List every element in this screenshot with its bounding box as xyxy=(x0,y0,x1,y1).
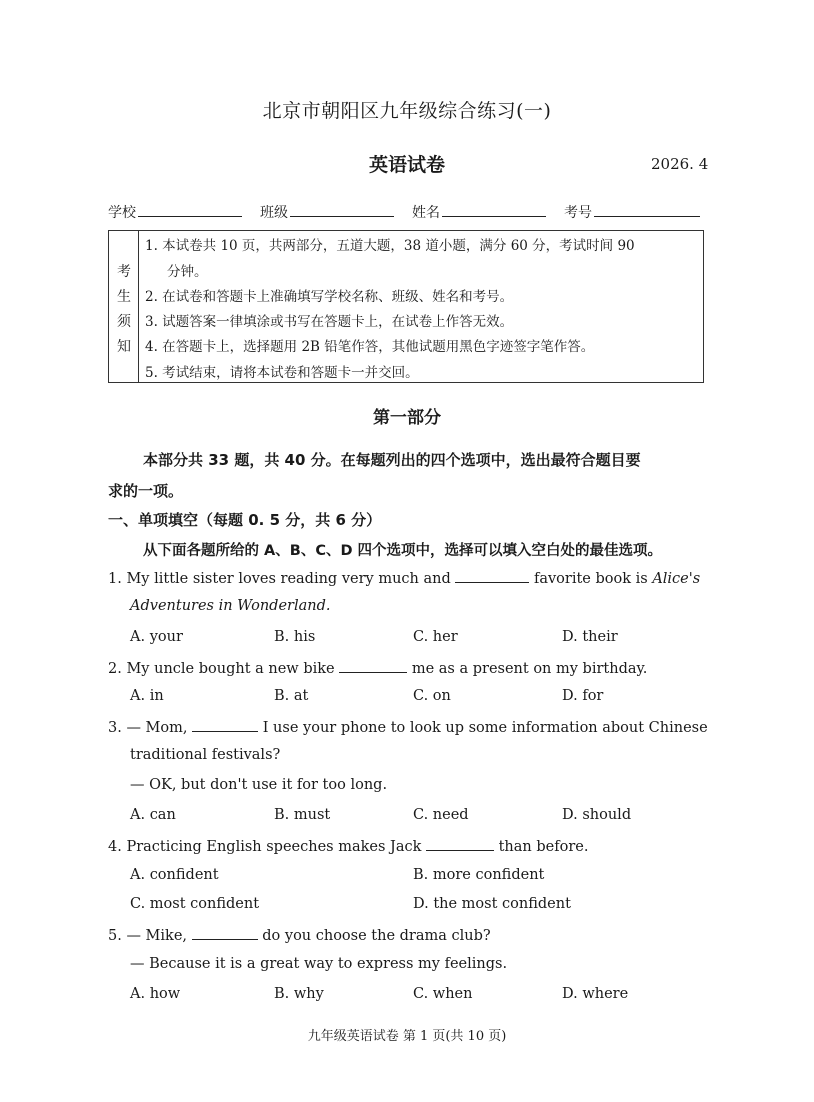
section-instruction: 从下面各题所给的 A、B、C、D 四个选项中，选择可以填入空白处的最佳选项。 xyxy=(143,543,663,559)
school-field[interactable] xyxy=(108,202,242,222)
option-c[interactable]: C. when xyxy=(413,986,473,1002)
notice-label-char: 知 xyxy=(117,339,131,355)
part-intro-cont: 求的一项。 xyxy=(108,482,184,500)
question-number: 3. xyxy=(108,720,122,736)
question-text: than before. xyxy=(498,839,589,855)
question-text: My uncle bought a new bike xyxy=(126,661,335,677)
answer-blank[interactable] xyxy=(192,926,258,940)
option-c[interactable]: C. on xyxy=(413,688,451,704)
question-text: My little sister loves reading very much and xyxy=(126,571,451,587)
notice-item: 2. 在试卷和答题卡上准确填写学校名称、班级、姓名和考号。 xyxy=(145,289,514,305)
option-d[interactable]: D. should xyxy=(562,807,632,823)
option-b[interactable]: B. at xyxy=(274,688,309,704)
school-label: 学校 xyxy=(108,205,136,221)
question-text: — Mike, xyxy=(126,928,188,944)
dialogue-reply: — OK, but don't use it for too long. xyxy=(130,777,388,793)
option-b[interactable]: B. must xyxy=(274,807,331,823)
exam-no-field[interactable] xyxy=(564,202,700,222)
option-a[interactable]: A. confident xyxy=(130,867,219,883)
name-blank[interactable] xyxy=(442,202,546,217)
option-d[interactable]: D. for xyxy=(562,688,604,704)
dialogue-reply: — Because it is a great way to express my feelings. xyxy=(130,956,508,972)
question-number: 1. xyxy=(108,571,122,587)
option-a[interactable]: A. your xyxy=(130,629,183,645)
class-label: 班级 xyxy=(260,205,288,221)
question-number: 5. xyxy=(108,928,122,944)
notice-item: 5. 考试结束，请将本试卷和答题卡一并交回。 xyxy=(145,365,419,381)
name-field[interactable] xyxy=(412,202,546,222)
option-b[interactable]: B. more confident xyxy=(413,867,545,883)
answer-blank[interactable] xyxy=(426,837,494,851)
notice-item: 3. 试题答案一律填涂或书写在答题卡上，在试卷上作答无效。 xyxy=(145,314,514,330)
exam-title: 北京市朝阳区九年级综合练习(一) xyxy=(262,100,552,122)
part-one-title: 第一部分 xyxy=(373,408,441,428)
question-3 xyxy=(108,718,708,736)
question-text: favorite book is xyxy=(533,571,648,587)
question-3-cont: traditional festivals? xyxy=(130,747,281,763)
notice-label-char: 须 xyxy=(117,314,131,330)
question-number: 4. xyxy=(108,839,122,855)
question-text: I use your phone to look up some information about Chinese xyxy=(262,720,708,736)
exam-date: 2026. 4 xyxy=(651,155,709,173)
answer-blank[interactable] xyxy=(339,659,407,673)
name-label: 姓名 xyxy=(412,205,440,221)
question-1 xyxy=(108,569,700,587)
section-heading: 一、单项填空（每题 0. 5 分，共 6 分） xyxy=(108,511,382,529)
option-c[interactable]: C. need xyxy=(413,807,469,823)
option-a[interactable]: A. how xyxy=(130,986,181,1002)
class-blank[interactable] xyxy=(290,202,394,217)
notice-item: 4. 在答题卡上，选择题用 2B 铅笔作答，其他试题用黑色字迹签字笔作答。 xyxy=(145,339,595,355)
school-blank[interactable] xyxy=(138,202,242,217)
question-text: me as a present on my birthday. xyxy=(411,661,648,677)
question-text: Practicing English speeches makes Jack xyxy=(126,839,422,855)
option-c[interactable]: C. most confident xyxy=(130,896,260,912)
question-2 xyxy=(108,659,647,677)
option-a[interactable]: A. in xyxy=(130,688,164,704)
answer-blank[interactable] xyxy=(455,569,529,583)
notice-label-column xyxy=(109,231,139,382)
option-d[interactable]: D. their xyxy=(562,629,618,645)
notice-item: 1. 本试卷共 10 页，共两部分，五道大题，38 道小题，满分 60 分，考试时间 90 xyxy=(145,238,635,254)
question-number: 2. xyxy=(108,661,122,677)
option-d[interactable]: D. the most confident xyxy=(413,896,571,912)
page-footer: 九年级英语试卷 第 1 页(共 10 页) xyxy=(307,1029,507,1044)
question-text: — Mom, xyxy=(126,720,188,736)
option-b[interactable]: B. why xyxy=(274,986,324,1002)
part-intro: 本部分共 33 题，共 40 分。在每题列出的四个选项中，选出最符合题目要 xyxy=(143,451,641,469)
question-text: do you choose the drama club? xyxy=(262,928,491,944)
notice-label-char: 考 xyxy=(117,264,131,280)
question-1-cont xyxy=(130,598,330,614)
exam-subtitle: 英语试卷 xyxy=(368,154,445,176)
notice-item: 分钟。 xyxy=(167,264,208,280)
answer-blank[interactable] xyxy=(192,718,258,732)
candidate-notice-box xyxy=(108,230,704,383)
student-info-row xyxy=(108,202,704,224)
question-5 xyxy=(108,926,491,944)
exam-no-label: 考号 xyxy=(564,205,592,221)
question-4 xyxy=(108,837,588,855)
option-d[interactable]: D. where xyxy=(562,986,629,1002)
option-a[interactable]: A. can xyxy=(130,807,176,823)
book-title-italic: Adventures in Wonderland. xyxy=(130,598,331,614)
class-field[interactable] xyxy=(260,202,394,222)
option-c[interactable]: C. her xyxy=(413,629,458,645)
book-title-italic: Alice's xyxy=(652,571,701,587)
option-b[interactable]: B. his xyxy=(274,629,316,645)
notice-label-char: 生 xyxy=(117,289,131,305)
exam-no-blank[interactable] xyxy=(594,202,700,217)
